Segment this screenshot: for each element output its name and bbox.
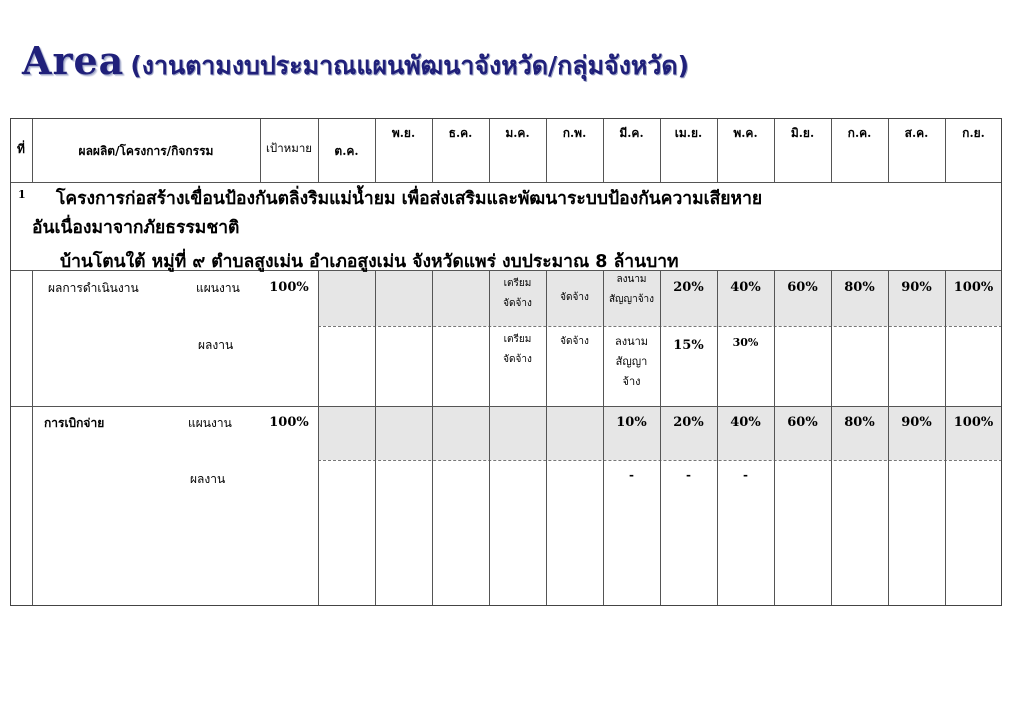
header-output: ผลผลิต/โครงการ/กิจกรรม <box>78 144 214 158</box>
header-no: ที่ <box>17 142 25 156</box>
operation-result-feb: จัดจ้าง <box>560 336 589 347</box>
header-month-jul: ก.ค. <box>847 126 872 140</box>
operation-plan-feb: จัดจ้าง <box>560 292 589 303</box>
title-main: Area <box>22 38 125 83</box>
operation-plan-jan: เตรียม จัดจ้าง <box>503 278 532 309</box>
header-month-jun: มิ.ย. <box>790 126 815 140</box>
disbursement-result-apr: - <box>686 468 691 482</box>
operation-result-may: 30% <box>732 336 759 349</box>
disbursement-result-mar: - <box>629 468 634 482</box>
progress-table <box>10 118 1002 606</box>
operation-plan-aug: 90% <box>901 280 932 295</box>
project-title-line1: โครงการก่อสร้างเขื่อนป้องกันตลิ่งริมแม่น้ำยม เพื่อส่งเสริมและพัฒนาระบบป้องกันความเสียหาย <box>56 189 763 209</box>
operation-result-mar: ลงนาม สัญญา จ้าง <box>614 335 649 388</box>
operation-plan-apr: 20% <box>673 280 704 295</box>
project-title-line2: อันเนื่องมาจากภัยธรรมชาติ <box>32 218 240 238</box>
header-month-nov: พ.ย. <box>391 126 416 140</box>
operation-target: 100% <box>269 280 309 295</box>
disbursement-result-label: ผลงาน <box>190 472 226 486</box>
disbursement-result-may: - <box>743 468 748 482</box>
disbursement-label: การเบิกจ่าย <box>44 416 105 430</box>
operation-plan-jul: 80% <box>844 280 875 295</box>
disbursement-plan-label: แผนงาน <box>188 416 232 430</box>
disbursement-plan-mar: 10% <box>616 415 647 430</box>
operation-result-jan: เตรียม จัดจ้าง <box>503 334 532 365</box>
header-month-oct: ต.ค. <box>334 144 359 158</box>
disbursement-plan-jul: 80% <box>844 415 875 430</box>
header-month-sep: ก.ย. <box>962 126 985 140</box>
operation-result-label: ผลงาน <box>198 338 234 352</box>
operation-plan-may: 40% <box>730 280 761 295</box>
operation-plan-jun: 60% <box>787 280 818 295</box>
disbursement-plan-may: 40% <box>730 415 761 430</box>
operation-label: ผลการดำเนินงาน <box>48 281 139 295</box>
operation-plan-mar: ลงนาม สัญญาจ้าง <box>608 274 655 305</box>
operation-plan-sep: 100% <box>953 280 994 295</box>
project-number: 1 <box>18 188 26 201</box>
operation-result-apr: 15% <box>673 338 704 353</box>
project-title-line3: บ้านโตนใต้ หมู่ที่ ๙ ตำบลสูงเม่น อำเภอสูงเม่น จังหวัดแพร่ งบประมาณ 8 ล้านบาท <box>60 252 679 272</box>
header-month-apr: เม.ย. <box>674 126 703 140</box>
header-month-aug: ส.ค. <box>904 126 929 140</box>
header-month-feb: ก.พ. <box>562 126 587 140</box>
header-month-may: พ.ค. <box>733 126 758 140</box>
header-month-dec: ธ.ค. <box>448 126 473 140</box>
disbursement-plan-aug: 90% <box>901 415 932 430</box>
disbursement-plan-apr: 20% <box>673 415 704 430</box>
header-target: เป้าหมาย <box>265 141 313 155</box>
page-title <box>22 38 689 86</box>
operation-plan-label: แผนงาน <box>196 281 240 295</box>
header-month-mar: มี.ค. <box>619 126 644 140</box>
header-month-jan: ม.ค. <box>505 126 530 140</box>
title-subtitle: (งานตามงบประมาณแผนพัฒนาจังหวัด/กลุ่มจังหวัด) <box>130 51 690 80</box>
disbursement-target: 100% <box>269 415 309 430</box>
disbursement-plan-sep: 100% <box>953 415 994 430</box>
disbursement-plan-jun: 60% <box>787 415 818 430</box>
